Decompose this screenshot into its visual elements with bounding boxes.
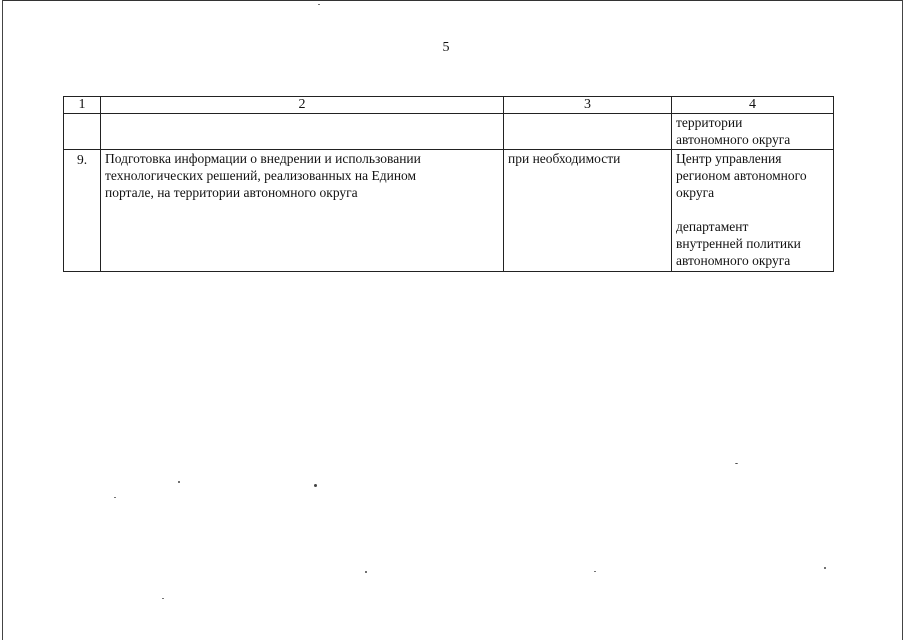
plan-table <box>63 96 834 272</box>
scan-edge-top <box>2 0 902 1</box>
table-row-continuation <box>64 114 834 150</box>
page-number: 5 <box>442 40 450 55</box>
scan-speck <box>735 463 738 464</box>
description-line: портале, на территории автономного округа <box>105 185 358 200</box>
scan-speck <box>114 497 116 498</box>
cont-cell-1 <box>64 114 101 150</box>
responsible-line: округа <box>676 185 715 200</box>
scan-speck <box>178 481 180 483</box>
responsible-gap <box>676 201 829 218</box>
description-line: Подготовка информации о внедрении и использовании <box>105 151 421 166</box>
header-col-4: 4 <box>672 97 834 114</box>
cont-line: автономного округа <box>676 132 791 147</box>
cont-cell-2 <box>101 114 504 150</box>
description-line: технологических решений, реализованных на Едином <box>105 168 417 183</box>
scan-speck <box>314 484 317 487</box>
responsible-line: внутренней политики <box>676 236 801 251</box>
responsible-line: Центр управления <box>676 151 782 166</box>
header-col-1: 1 <box>64 97 101 114</box>
responsible-line: регионом автономного <box>676 168 807 183</box>
scan-speck <box>365 571 367 573</box>
responsible-line: автономного округа <box>676 253 791 268</box>
scan-edge-right <box>902 0 903 640</box>
scan-speck <box>318 4 320 5</box>
row-responsible <box>672 150 834 272</box>
row-description <box>101 150 504 272</box>
scan-speck <box>162 598 164 599</box>
table-row-9 <box>64 150 834 272</box>
scan-edge-left <box>2 0 3 640</box>
cont-line: территории <box>676 115 743 130</box>
scan-speck <box>824 567 826 569</box>
row-number: 9. <box>64 150 101 272</box>
row-deadline: при необходимости <box>504 150 672 272</box>
header-col-3: 3 <box>504 97 672 114</box>
header-col-2: 2 <box>101 97 504 114</box>
table-header-row <box>64 97 834 114</box>
responsible-line: департамент <box>676 219 749 234</box>
cont-cell-3 <box>504 114 672 150</box>
cont-cell-4 <box>672 114 834 150</box>
scan-speck <box>594 571 596 572</box>
